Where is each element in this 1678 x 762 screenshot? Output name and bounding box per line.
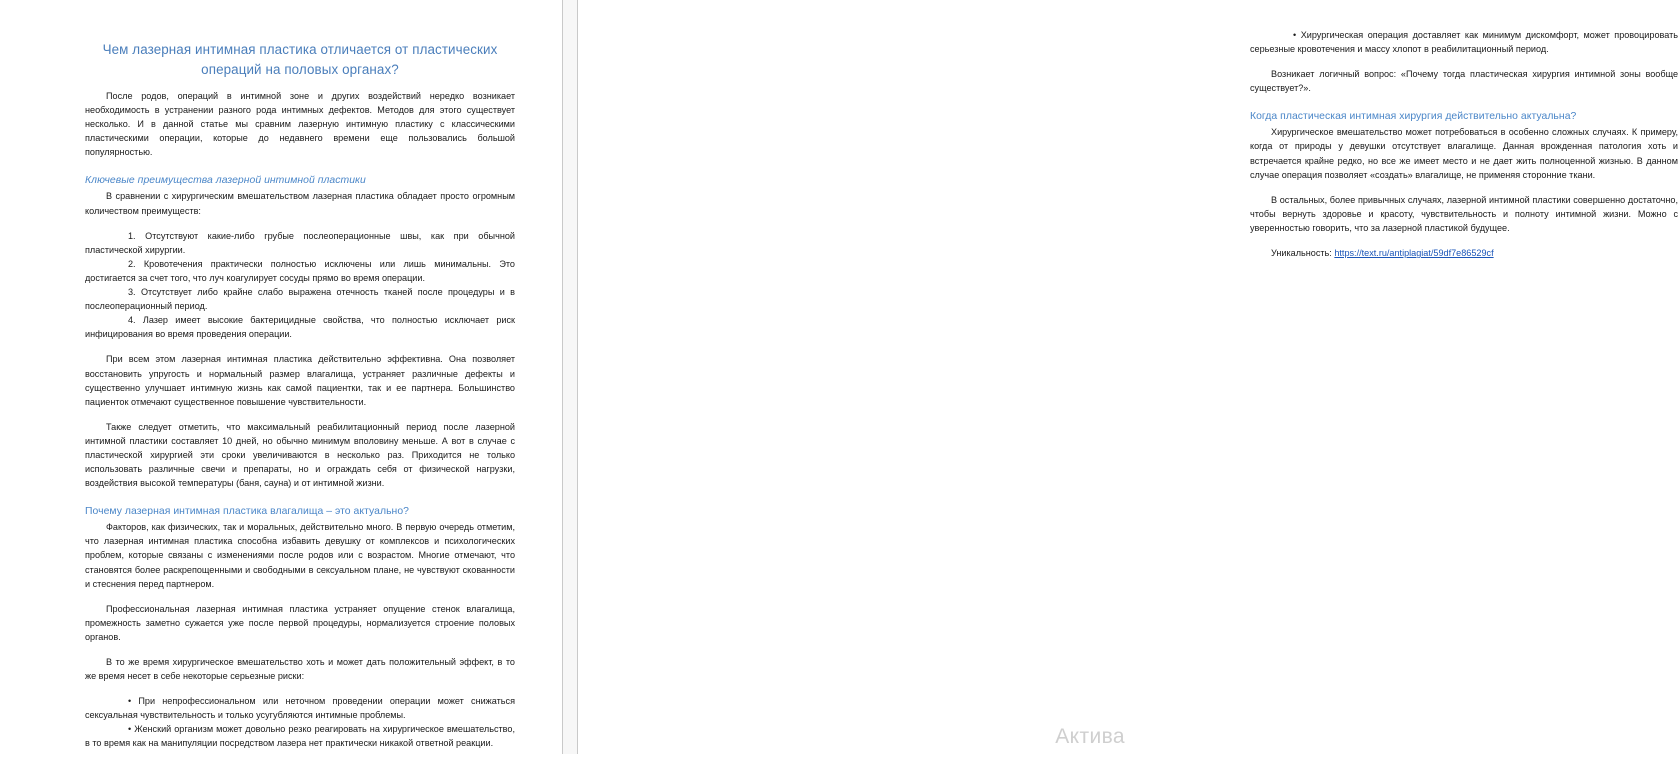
page-gutter [562, 0, 578, 754]
paragraph-professional: Профессиональная лазерная интимная пластика устраняет опущение стенок влагалища, промежность заметно сужается уже после первой процедуры, нормализуется строение половых органов. [85, 603, 515, 642]
risks-list-continued [1250, 28, 1678, 56]
risks-list [85, 694, 515, 750]
left-column-text [85, 40, 515, 762]
page-right [578, 0, 1678, 754]
paragraph-conclusion: В остальных, более привычных случаях, лазерной интимной пластики совершенно достаточно, чтобы вернуть здоровье и красоту, чувствительность и полноту интимной жизни. Можно с уверенностью говорить, что за лазерной пластикой будущее. [1250, 194, 1678, 233]
list-item: 1. Отсутствуют какие-либо грубые послеоперационные швы, как при обычной пластической хирургии. [85, 230, 515, 255]
list-item: • Хирургическая операция доставляет как минимум дискомфорт, может провоцировать серьезные кровотечения и массу хлопот в реабилитационный период. [1250, 30, 1678, 55]
paragraph-rehabilitation: Также следует отметить, что максимальный реабилитационный период после лазерной интимной пластики составляет 10 дней, но обычно минимум вполовину меньше. А вот в случае с пластической хирургией эти сроки увеличиваются в несколько раз. Приходится не только использовать различные свечи и препараты, но и ограждать себя от физической нагрузки, воздействия высокой температуры (баня, сауна) и от интимной жизни. [85, 421, 515, 489]
page-left [0, 0, 562, 754]
heading-key-advantages: Ключевые преимущества лазерной интимной пластики [85, 175, 366, 187]
uniqueness-line [1250, 246, 1678, 260]
paragraph-intro: После родов, операций в интимной зоне и других воздействий нередко возникает необходимость в устранении разного рода интимных дефектов. Методов для этого существует несколько. И в данной статье мы сравним лазерную интимную пластику с классическими пластическими операции, которые до недавнего времени еще пользовались большой популярностью. [85, 91, 515, 158]
paragraph-surgery-cases: Хирургическое вмешательство может потребоваться в особенно сложных случаях. К примеру, когда от природы у девушки отсутствует влагалище. Данная врожденная патология хоть и встречается крайне редко, но все же имеет место и не дает жить полноценной жизнью. В данном случае операция позволяет «создать» влагалище, не применяя сторонние ткани. [1250, 127, 1678, 180]
advantages-list [85, 229, 515, 342]
list-item: 2. Кровотечения практически полностью исключены или лишь минимальны. Это достигается за счет того, что луч коагулирует сосуды прямо во время операции. [85, 258, 515, 283]
right-column-text [1250, 28, 1678, 271]
paragraph-risks-lead: В то же время хирургическое вмешательство хоть и может дать положительный эффект, в то же время несет в себе некоторые серьезные риски: [85, 657, 515, 682]
heading-when-surgery-relevant: Когда пластическая интимная хирургия действительно актуальна? [1250, 111, 1577, 123]
list-item: 3. Отсутствует либо крайне слабо выражена отечность тканей после процедуры и в послеоперационный период. [85, 287, 515, 312]
paragraph-factors: Факторов, как физических, так и моральных, действительно много. В первую очередь отметим, что лазерная интимная пластика способна избавить девушку от комплексов и психологических проблем, которые связаны с изменениями после родов или с возрастом. Многие отмечают, что становятся более раскрепощенными и свободными в сексуальном плане, не чувствуют скованности и стеснения перед партнером. [85, 522, 515, 589]
list-item: • Женский организм может довольно резко реагировать на хирургическое вмешательство, в то время как на манипуляции посредством лазера нет практически никакой ответной реакции. [85, 724, 515, 749]
list-item: 4. Лазер имеет высокие бактерицидные свойства, что полностью исключает риск инфицирования во время проведения операции. [85, 315, 515, 340]
list-item: • При непрофессиональном или неточном проведении операции может снижаться сексуальная чувствительность и только усугубляются интимные проблемы. [85, 696, 515, 721]
paragraph-effectiveness: При всем этом лазерная интимная пластика действительно эффективна. Она позволяет восстановить упругость и нормальный размер влагалища, устраняет различные дефекты и существенно улучшает интимную жизнь как самой пациентки, так и ее партнера. Большинство пациенток отмечают существенное повышение чувствительности. [85, 354, 515, 407]
page-title: Чем лазерная интимная пластика отличается от пластических операций на половых органах? [102, 42, 498, 77]
paragraph-logical-question: Возникает логичный вопрос: «Почему тогда пластическая хирургия интимной зоны вообще существует?». [1250, 69, 1678, 94]
windows-activation-watermark: Актива [1055, 725, 1125, 748]
heading-why-relevant: Почему лазерная интимная пластика влагалища – это актуально? [85, 506, 409, 518]
uniqueness-link[interactable]: https://text.ru/antiplagiat/59df7e86529cf [1334, 248, 1494, 259]
uniqueness-label: Уникальность: [1271, 248, 1335, 259]
paragraph-advantages-lead: В сравнении с хирургическим вмешательством лазерная пластика обладает просто огромным количеством преимуществ: [85, 191, 515, 216]
